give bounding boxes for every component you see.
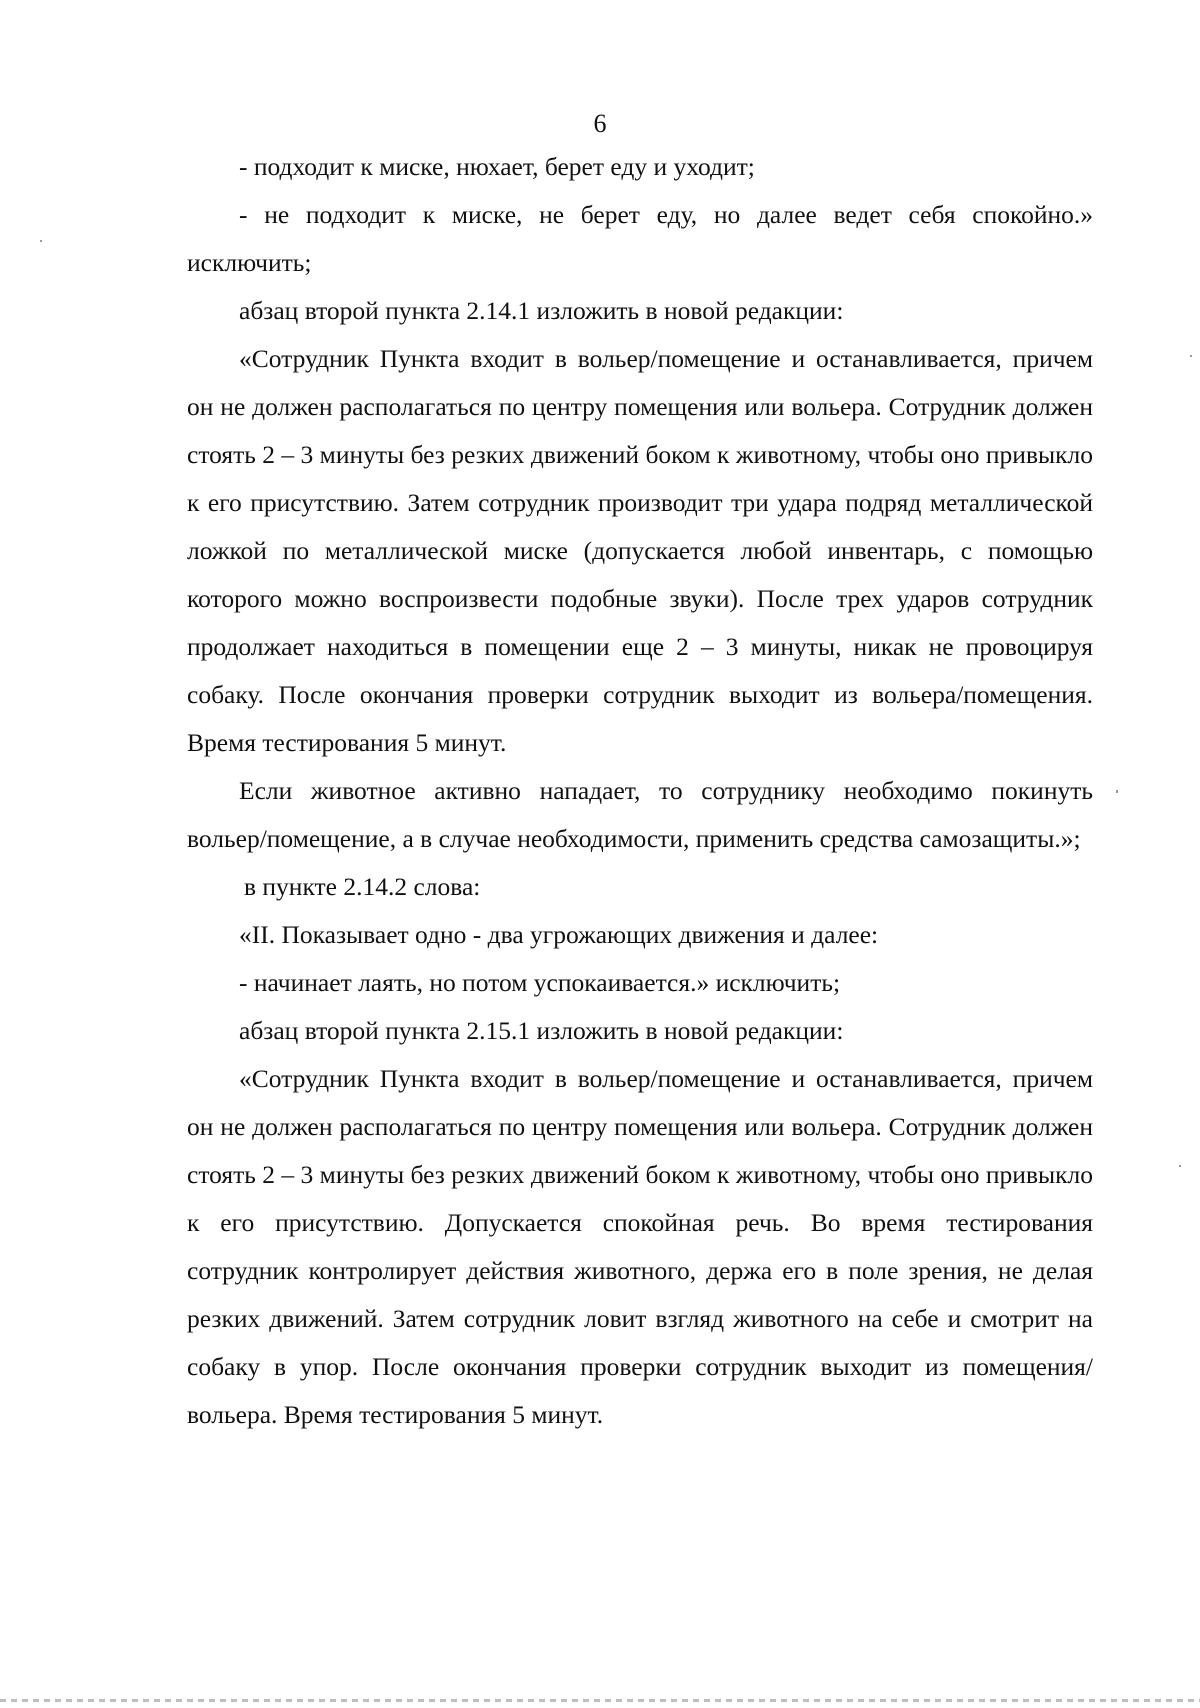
paragraph-amendment-2-15-1: абзац второй пункта 2.15.1 изложить в новой редакции: xyxy=(239,1016,844,1045)
paragraph-dash-item-1: - подходит к миске, нюхает, берет еду и уходит; xyxy=(239,152,755,181)
scan-speck xyxy=(1190,355,1192,357)
scan-edge-artifact xyxy=(0,1699,1200,1702)
scan-speck xyxy=(40,240,42,242)
scan-speck xyxy=(1116,790,1118,793)
paragraph-amendment-2-14-1: абзац второй пункта 2.14.1 изложить в новой редакции: xyxy=(239,296,844,325)
paragraph-dash-item-2: - не подходит к миске, не берет еду, но далее ведет себя спокойно.» исключить; xyxy=(187,200,1093,277)
paragraph-point-2-14-2: в пункте 2.14.2 слова: xyxy=(244,872,481,901)
page-number: 6 xyxy=(593,109,607,138)
paragraph-dash-item-3: - начинает лаять, но потом успокаивается.» исключить; xyxy=(239,968,841,997)
scan-speck xyxy=(1179,1165,1181,1167)
paragraph-quote-2-14-1: «Сотрудник Пункта входит в вольер/помещение и останавливается, причем он не должен располагаться по центру помещения или вольера. Сотрудник должен стоять 2 – 3 минуты без резких движений боком к животному, чтобы оно привыкло к его присутствию. Затем сотрудник производит три удара подряд металлической ложкой по металлической миске (допускается любой инвентарь, с помощью которого можно воспроизвести подобные звуки). После трех ударов сотрудник продолжает находиться в помещении еще 2 – 3 минуты, никак не провоцируя собаку. После окончания проверки сотрудник выходит из вольера/помещения. Время тестирования 5 минут. xyxy=(187,344,1093,757)
paragraph-attack-instruction: Если животное активно нападает, то сотруднику необходимо покинуть вольер/помещение, а в случае необходимости, применить средства самозащиты.»; xyxy=(187,776,1093,853)
document-body xyxy=(187,143,1093,1439)
paragraph-quote-2-15-1: «Сотрудник Пункта входит в вольер/помещение и останавливается, причем он не должен располагаться по центру помещения или вольера. Сотрудник должен стоять 2 – 3 минуты без резких движений боком к животному, чтобы оно привыкло к его присутствию. Допускается спокойная речь. Во время тестирования сотрудник контролирует действия животного, держа его в поле зрения, не делая резких движений. Затем сотрудник ловит взгляд животного на себе и смотрит на собаку в упор. После окончания проверки сотрудник выходит из помещения/вольера. Время тестирования 5 минут. xyxy=(187,1064,1093,1429)
paragraph-quote-ii: «II. Показывает одно - два угрожающих движения и далее: xyxy=(239,920,879,949)
